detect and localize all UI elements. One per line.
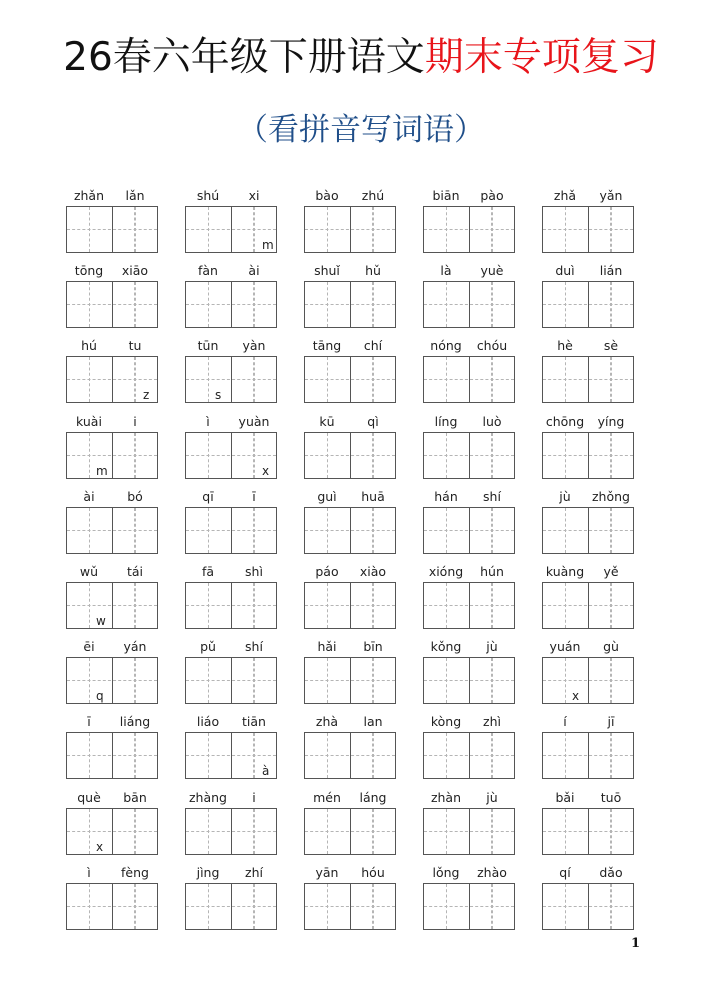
pinyin-row xyxy=(542,863,634,883)
pinyin-syllable-2: dǎo xyxy=(599,864,623,880)
word-exercise-item xyxy=(185,336,277,411)
pinyin-syllable-2: ài xyxy=(248,263,260,279)
pinyin-syllable-2: chóu xyxy=(476,338,508,354)
pinyin-row xyxy=(304,637,396,657)
word-exercise-item xyxy=(66,261,158,336)
pinyin-row xyxy=(423,712,515,732)
pinyin-syllable-2: yuàn xyxy=(238,413,270,429)
word-exercise-item xyxy=(185,788,277,863)
word-exercise-item xyxy=(66,863,158,938)
pinyin-row xyxy=(542,336,634,356)
pinyin-syllable-2: tu xyxy=(128,338,142,354)
writing-box[interactable] xyxy=(304,883,396,930)
pinyin-hint-letter: x xyxy=(572,689,580,704)
pinyin-syllable-1: kū xyxy=(319,413,335,429)
pinyin-row xyxy=(185,863,277,883)
writing-box[interactable] xyxy=(304,657,396,704)
word-exercise-item xyxy=(542,637,634,712)
pinyin-syllable-2: liáng xyxy=(119,714,151,730)
pinyin-hint-letter: w xyxy=(96,613,106,628)
writing-box[interactable] xyxy=(423,732,515,779)
writing-box[interactable] xyxy=(66,657,158,704)
pinyin-syllable-1: hǎi xyxy=(317,639,337,655)
pinyin-syllable-2: qì xyxy=(367,413,379,429)
page-title xyxy=(0,32,722,84)
word-exercise-item xyxy=(304,261,396,336)
pinyin-syllable-1: fā xyxy=(201,563,215,579)
pinyin-syllable-2: láng xyxy=(359,789,387,805)
writing-box[interactable] xyxy=(66,432,158,479)
writing-box[interactable] xyxy=(304,356,396,403)
writing-box[interactable] xyxy=(185,883,277,930)
writing-box[interactable] xyxy=(66,356,158,403)
pinyin-row xyxy=(66,412,158,432)
writing-box[interactable] xyxy=(185,356,277,403)
writing-box[interactable] xyxy=(423,582,515,629)
writing-box[interactable] xyxy=(542,507,634,554)
title-black-part: 26春六年级下册语文 xyxy=(63,35,425,80)
writing-box[interactable] xyxy=(542,206,634,253)
pinyin-syllable-1: bǎi xyxy=(555,789,575,805)
pinyin-syllable-2: hún xyxy=(480,563,504,579)
pinyin-syllable-1: hú xyxy=(81,338,97,354)
pinyin-hint-letter: m xyxy=(262,238,274,252)
pinyin-syllable-1: kuài xyxy=(76,413,102,429)
pinyin-syllable-2: i xyxy=(133,413,137,429)
pinyin-syllable-1: zhàng xyxy=(188,789,227,805)
writing-box[interactable] xyxy=(423,883,515,930)
word-exercise-item xyxy=(185,637,277,712)
pinyin-syllable-2: yàn xyxy=(242,338,266,354)
pinyin-syllable-2: zhí xyxy=(245,864,263,880)
pinyin-row xyxy=(304,788,396,808)
word-exercise-item xyxy=(423,412,515,487)
writing-box[interactable] xyxy=(542,432,634,479)
pinyin-syllable-2: shí xyxy=(483,488,501,504)
word-exercise-item xyxy=(423,788,515,863)
pinyin-syllable-2: lǎn xyxy=(125,188,145,203)
pinyin-row xyxy=(304,336,396,356)
writing-box[interactable] xyxy=(542,883,634,930)
pinyin-syllable-1: ì xyxy=(206,413,210,429)
pinyin-syllable-1: ēi xyxy=(83,639,95,655)
pinyin-row xyxy=(66,712,158,732)
writing-box[interactable] xyxy=(423,206,515,253)
word-exercise-item xyxy=(304,487,396,562)
pinyin-syllable-2: huā xyxy=(361,488,385,504)
pinyin-syllable-1: liáo xyxy=(196,714,220,730)
pinyin-row xyxy=(66,562,158,582)
pinyin-syllable-1: zhàn xyxy=(430,789,462,805)
pinyin-row xyxy=(423,863,515,883)
pinyin-syllable-1: zhǎn xyxy=(73,188,105,203)
pinyin-syllable-1: qí xyxy=(559,864,571,880)
pinyin-row xyxy=(66,788,158,808)
pinyin-syllable-1: tāng xyxy=(312,338,342,354)
writing-box[interactable] xyxy=(423,356,515,403)
pinyin-syllable-2: fèng xyxy=(121,864,149,880)
pinyin-syllable-2: tuō xyxy=(600,789,622,805)
word-exercise-item xyxy=(542,863,634,938)
pinyin-syllable-2: zhǒng xyxy=(592,488,630,504)
writing-box[interactable] xyxy=(66,507,158,554)
writing-box[interactable] xyxy=(423,657,515,704)
word-exercise-item xyxy=(185,412,277,487)
pinyin-row xyxy=(304,712,396,732)
pinyin-syllable-2: jù xyxy=(486,789,498,805)
pinyin-syllable-1: bào xyxy=(315,188,339,203)
pinyin-syllable-1: tōng xyxy=(74,263,104,279)
pinyin-row xyxy=(423,788,515,808)
word-exercise-item xyxy=(423,261,515,336)
pinyin-row xyxy=(185,562,277,582)
writing-box[interactable] xyxy=(423,808,515,855)
pinyin-hint-letter: à xyxy=(262,764,270,779)
word-exercise-item xyxy=(542,186,634,261)
pinyin-syllable-2: bān xyxy=(123,789,147,805)
pinyin-row xyxy=(423,336,515,356)
pinyin-syllable-1: xióng xyxy=(428,563,464,579)
word-exercise-item xyxy=(185,261,277,336)
writing-box[interactable] xyxy=(66,883,158,930)
pinyin-syllable-2: i xyxy=(252,789,256,805)
pinyin-syllable-1: tūn xyxy=(197,338,219,354)
pinyin-syllable-1: fàn xyxy=(198,263,218,279)
pinyin-syllable-1: biān xyxy=(432,188,460,203)
pinyin-syllable-1: hè xyxy=(557,338,573,354)
pinyin-syllable-1: ì xyxy=(87,864,91,880)
pinyin-syllable-2: xiāo xyxy=(121,263,149,279)
word-exercise-item xyxy=(66,637,158,712)
pinyin-syllable-2: ī xyxy=(252,488,256,504)
pinyin-hint-letter: x xyxy=(96,839,104,854)
writing-box[interactable] xyxy=(304,507,396,554)
pinyin-syllable-2: sè xyxy=(603,338,619,354)
pinyin-row xyxy=(66,261,158,281)
pinyin-syllable-1: zhǎ xyxy=(553,188,577,203)
pinyin-syllable-2: bīn xyxy=(363,639,383,655)
pinyin-syllable-2: yǎn xyxy=(599,188,623,203)
pinyin-row xyxy=(185,637,277,657)
page-subtitle: （看拼音写词语） xyxy=(237,112,485,148)
pinyin-syllable-1: hán xyxy=(434,488,458,504)
word-exercise-item xyxy=(185,863,277,938)
pinyin-syllable-2: yán xyxy=(123,639,147,655)
pinyin-syllable-1: jìng xyxy=(196,864,220,880)
word-exercise-item xyxy=(185,186,277,261)
pinyin-row xyxy=(542,261,634,281)
pinyin-row xyxy=(542,487,634,507)
word-exercise-item xyxy=(423,863,515,938)
word-exercise-item xyxy=(304,336,396,411)
word-exercise-item xyxy=(304,788,396,863)
pinyin-syllable-2: shí xyxy=(245,639,263,655)
word-exercise-item xyxy=(423,562,515,637)
word-exercise-item xyxy=(66,412,158,487)
word-exercise-item xyxy=(423,712,515,787)
pinyin-syllable-1: kǒng xyxy=(430,639,462,655)
pinyin-syllable-1: mén xyxy=(313,789,341,805)
pinyin-syllable-1: ài xyxy=(83,488,95,504)
pinyin-syllable-2: yíng xyxy=(597,413,625,429)
pinyin-row xyxy=(542,562,634,582)
word-exercise-item xyxy=(542,261,634,336)
pinyin-syllable-1: pǔ xyxy=(200,639,216,655)
writing-box[interactable] xyxy=(185,206,277,253)
writing-box[interactable] xyxy=(185,281,277,328)
pinyin-syllable-2: lián xyxy=(599,263,623,279)
writing-box[interactable] xyxy=(66,732,158,779)
pinyin-row xyxy=(423,412,515,432)
word-exercise-item xyxy=(66,186,158,261)
pinyin-syllable-1: yān xyxy=(315,864,339,880)
pinyin-syllable-2: luò xyxy=(482,413,502,429)
writing-box[interactable] xyxy=(185,657,277,704)
page-number: 1 xyxy=(630,936,640,951)
writing-box[interactable] xyxy=(304,808,396,855)
pinyin-row xyxy=(185,712,277,732)
word-exercise-item xyxy=(542,487,634,562)
word-exercise-item xyxy=(542,562,634,637)
word-exercise-item xyxy=(66,712,158,787)
pinyin-row xyxy=(304,562,396,582)
writing-box[interactable] xyxy=(185,732,277,779)
word-exercise-item xyxy=(66,562,158,637)
pinyin-syllable-2: shì xyxy=(245,563,263,579)
writing-box[interactable] xyxy=(185,507,277,554)
writing-box[interactable] xyxy=(542,808,634,855)
pinyin-syllable-1: líng xyxy=(434,413,458,429)
word-exercise-item xyxy=(304,712,396,787)
pinyin-syllable-1: là xyxy=(440,263,452,279)
pinyin-row xyxy=(304,412,396,432)
pinyin-syllable-1: guì xyxy=(317,488,337,504)
pinyin-row xyxy=(66,637,158,657)
writing-box[interactable] xyxy=(304,432,396,479)
writing-box[interactable] xyxy=(542,281,634,328)
word-exercise-item xyxy=(185,562,277,637)
pinyin-syllable-1: chōng xyxy=(545,413,585,429)
word-exercise-item xyxy=(423,336,515,411)
word-exercise-item xyxy=(66,487,158,562)
pinyin-syllable-2: xi xyxy=(248,188,260,203)
pinyin-syllable-1: zhà xyxy=(315,714,339,730)
writing-box[interactable] xyxy=(423,432,515,479)
pinyin-syllable-2: bó xyxy=(127,488,143,504)
writing-box[interactable] xyxy=(542,356,634,403)
pinyin-syllable-2: pào xyxy=(480,188,504,203)
pinyin-syllable-2: xiào xyxy=(359,563,387,579)
word-exercise-item xyxy=(542,788,634,863)
writing-box[interactable] xyxy=(304,732,396,779)
pinyin-syllable-1: què xyxy=(77,789,101,805)
writing-box[interactable] xyxy=(542,657,634,704)
writing-box[interactable] xyxy=(185,808,277,855)
word-exercise-item xyxy=(542,412,634,487)
writing-box[interactable] xyxy=(304,281,396,328)
pinyin-row xyxy=(423,261,515,281)
pinyin-syllable-1: ī xyxy=(87,714,91,730)
word-exercise-item xyxy=(185,712,277,787)
pinyin-row xyxy=(304,186,396,206)
pinyin-row xyxy=(185,487,277,507)
pinyin-row xyxy=(423,637,515,657)
pinyin-row xyxy=(185,336,277,356)
pinyin-row xyxy=(423,487,515,507)
writing-box[interactable] xyxy=(185,432,277,479)
pinyin-row xyxy=(185,261,277,281)
pinyin-syllable-2: lan xyxy=(363,714,383,730)
pinyin-row xyxy=(304,487,396,507)
pinyin-syllable-1: duì xyxy=(555,263,575,279)
word-exercise-item xyxy=(542,712,634,787)
pinyin-syllable-1: yuán xyxy=(549,639,581,655)
pinyin-syllable-2: gù xyxy=(603,639,619,655)
writing-box[interactable] xyxy=(304,206,396,253)
word-exercise-item xyxy=(304,186,396,261)
writing-box[interactable] xyxy=(423,281,515,328)
writing-box[interactable] xyxy=(66,808,158,855)
pinyin-syllable-2: yuè xyxy=(480,263,504,279)
pinyin-syllable-1: í xyxy=(563,714,567,730)
writing-box[interactable] xyxy=(185,582,277,629)
pinyin-row xyxy=(423,562,515,582)
pinyin-exercise-grid xyxy=(66,186,634,938)
pinyin-syllable-1: shuǐ xyxy=(314,263,340,279)
writing-box[interactable] xyxy=(542,582,634,629)
word-exercise-item xyxy=(185,487,277,562)
pinyin-syllable-2: jī xyxy=(607,714,615,730)
pinyin-row xyxy=(542,712,634,732)
pinyin-hint-letter: m xyxy=(96,463,108,478)
pinyin-row xyxy=(185,788,277,808)
pinyin-syllable-1: lǒng xyxy=(432,864,460,880)
writing-box[interactable] xyxy=(542,732,634,779)
pinyin-row xyxy=(66,487,158,507)
pinyin-syllable-1: kuàng xyxy=(545,563,585,579)
pinyin-syllable-1: páo xyxy=(315,563,339,579)
pinyin-row xyxy=(542,788,634,808)
pinyin-hint-letter: q xyxy=(96,689,104,704)
writing-box[interactable] xyxy=(304,582,396,629)
word-exercise-item xyxy=(423,186,515,261)
pinyin-row xyxy=(304,261,396,281)
title-red-part: 期末专项复习 xyxy=(424,35,659,80)
pinyin-syllable-1: qī xyxy=(202,488,214,504)
pinyin-row xyxy=(542,186,634,206)
pinyin-row xyxy=(304,863,396,883)
word-exercise-item xyxy=(423,637,515,712)
pinyin-row xyxy=(423,186,515,206)
pinyin-row xyxy=(66,863,158,883)
pinyin-row xyxy=(185,186,277,206)
pinyin-row xyxy=(185,412,277,432)
pinyin-syllable-2: zhào xyxy=(477,864,507,880)
pinyin-hint-letter: s xyxy=(215,388,222,403)
pinyin-syllable-2: tái xyxy=(126,563,144,579)
writing-box[interactable] xyxy=(66,582,158,629)
word-exercise-item xyxy=(542,336,634,411)
writing-box[interactable] xyxy=(66,206,158,253)
pinyin-syllable-2: hóu xyxy=(361,864,385,880)
word-exercise-item xyxy=(304,412,396,487)
pinyin-syllable-2: hǔ xyxy=(365,263,381,279)
pinyin-syllable-2: zhú xyxy=(361,188,385,203)
word-exercise-item xyxy=(66,336,158,411)
pinyin-row xyxy=(66,186,158,206)
pinyin-syllable-2: zhì xyxy=(483,714,501,730)
pinyin-syllable-2: tiān xyxy=(242,714,266,730)
pinyin-row xyxy=(542,637,634,657)
pinyin-hint-letter: z xyxy=(143,388,150,403)
pinyin-row xyxy=(66,336,158,356)
pinyin-syllable-1: shú xyxy=(196,188,220,203)
word-exercise-item xyxy=(423,487,515,562)
pinyin-syllable-1: nóng xyxy=(430,338,462,354)
writing-box[interactable] xyxy=(66,281,158,328)
word-exercise-item xyxy=(304,863,396,938)
pinyin-syllable-1: jù xyxy=(559,488,571,504)
pinyin-syllable-2: yě xyxy=(603,563,619,579)
pinyin-syllable-2: chí xyxy=(363,338,383,354)
word-exercise-item xyxy=(66,788,158,863)
word-exercise-item xyxy=(304,562,396,637)
writing-box[interactable] xyxy=(423,507,515,554)
word-exercise-item xyxy=(304,637,396,712)
pinyin-hint-letter: x xyxy=(262,463,270,478)
pinyin-syllable-2: jù xyxy=(486,639,498,655)
pinyin-syllable-1: wǔ xyxy=(79,563,99,579)
pinyin-row xyxy=(542,412,634,432)
pinyin-syllable-1: kòng xyxy=(430,714,462,730)
